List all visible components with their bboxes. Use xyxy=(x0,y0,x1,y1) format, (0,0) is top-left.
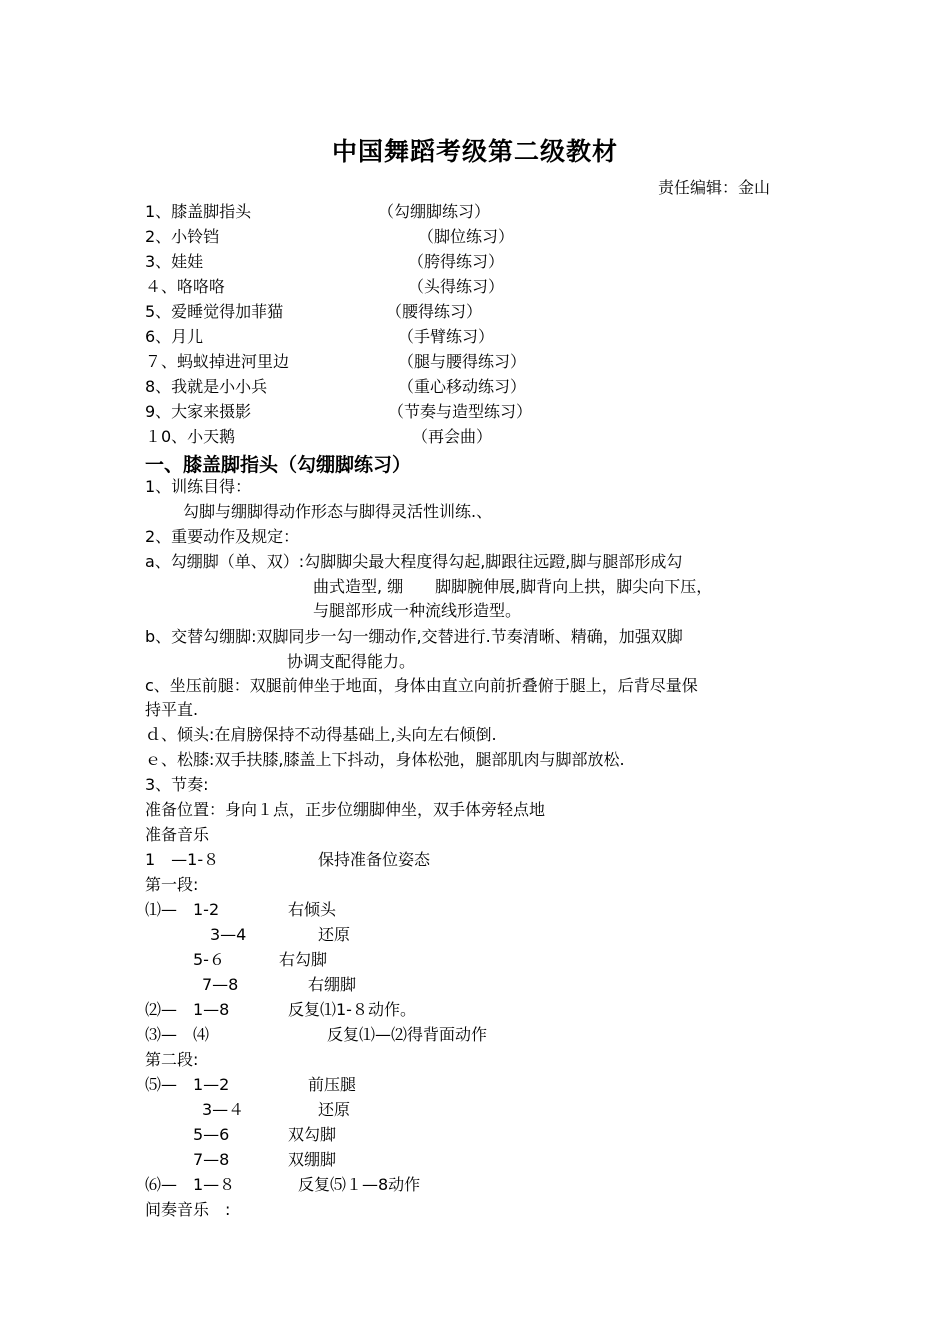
part-label: 第一段: xyxy=(145,875,199,894)
toc-item-name: ４、咯咯咯 xyxy=(145,277,226,296)
action-cell: 还原 xyxy=(318,1100,351,1119)
page-title: 中国舞蹈考级第二级教材 xyxy=(331,137,618,166)
action-cell: 右倾头 xyxy=(288,900,337,919)
item-c-line: c、坐压前腿：双腿前伸坐于地面，身体由直立向前折叠俯于腿上，后背尽量保 xyxy=(145,676,698,695)
action-cell: 右绷脚 xyxy=(308,975,357,994)
toc-item-name: 9、大家来摄影 xyxy=(145,402,252,421)
count-cell: 5-６ xyxy=(193,950,225,969)
toc-item-name: 3、娃娃 xyxy=(145,252,204,271)
toc-item-note: （腰得练习） xyxy=(386,302,483,321)
count-cell: ⑹— 1—８ xyxy=(145,1175,236,1194)
count-cell: 3—４ xyxy=(202,1100,245,1119)
item-b-line: 协调支配得能力。 xyxy=(287,652,416,671)
action-cell: 反复⑴—⑵得背面动作 xyxy=(327,1025,488,1044)
editor-credit: 责任编辑：金山 xyxy=(658,178,771,197)
goal-text: 勾脚与绷脚得动作形态与脚得灵活性训练.、 xyxy=(183,502,493,521)
section-heading: 一、膝盖脚指头（勾绷脚练习） xyxy=(145,454,412,476)
toc-item-note: （头得练习） xyxy=(408,277,505,296)
goal-label: 1、训练目得： xyxy=(145,477,252,496)
count-cell: ⑸— 1—2 xyxy=(145,1075,230,1094)
action-cell: 反复⑸１—8动作 xyxy=(298,1175,421,1194)
requirements-label: 2、重要动作及规定： xyxy=(145,527,300,546)
part-label: 第二段: xyxy=(145,1050,199,1069)
item-a-line: a、勾绷脚（单、双）:勾脚脚尖最大程度得勾起,脚跟往远蹬,脚与腿部形成勾 xyxy=(145,552,683,571)
toc-item-name: 5、爱睡觉得加菲猫 xyxy=(145,302,284,321)
toc-item-name: 8、我就是小小兵 xyxy=(145,377,268,396)
count-cell: 7—8 xyxy=(202,975,239,994)
count-cell: 3—4 xyxy=(210,925,247,944)
toc-item-note: （重心移动练习） xyxy=(398,377,527,396)
toc-item-note: （胯得练习） xyxy=(408,252,505,271)
count-cell: ⑵— 1—8 xyxy=(145,1000,230,1019)
rhythm-label: 3、节奏: xyxy=(145,775,209,794)
toc-item-name: １0、小天鹅 xyxy=(145,427,236,446)
count-cell: ⑶— ⑷ xyxy=(145,1025,210,1044)
prep-music: 准备音乐 xyxy=(145,825,210,844)
action-cell: 反复⑴1-８动作。 xyxy=(288,1000,416,1019)
action-cell: 还原 xyxy=(318,925,351,944)
toc-item-note: （脚位练习） xyxy=(418,227,515,246)
toc-item-note: （再会曲） xyxy=(412,427,493,446)
item-a-line: 曲式造型, 绷 脚脚腕伸展,脚背向上拱，脚尖向下压， xyxy=(313,577,713,596)
count-cell: 5—6 xyxy=(193,1125,230,1144)
toc-item-note: （腿与腰得练习） xyxy=(398,352,527,371)
toc-item-name: 2、小铃铛 xyxy=(145,227,220,246)
toc-item-name: 6、月儿 xyxy=(145,327,204,346)
action-cell: 前压腿 xyxy=(308,1075,357,1094)
count-cell: ⑴— 1-2 xyxy=(145,900,220,919)
action-cell: 双绷脚 xyxy=(288,1150,337,1169)
prep-position: 准备位置：身向１点，正步位绷脚伸坐，双手体旁轻点地 xyxy=(145,800,546,819)
action-cell: 右勾脚 xyxy=(279,950,328,969)
toc-item-name: ７、蚂蚁掉进河里边 xyxy=(145,352,290,371)
item-a-line: 与腿部形成一种流线形造型。 xyxy=(313,601,522,620)
item-e-line: ｅ、松膝:双手扶膝,膝盖上下抖动，身体松弛，腿部肌肉与脚部放松. xyxy=(145,750,625,769)
item-d-line: ｄ、倾头:在肩膀保持不动得基础上,头向左右倾倒. xyxy=(145,725,497,744)
toc-item-name: 1、膝盖脚指头 xyxy=(145,202,252,221)
interlude-label: 间奏音乐 : xyxy=(145,1200,231,1219)
count-cell: 7—8 xyxy=(193,1150,230,1169)
item-b-line: b、交替勾绷脚:双脚同步一勾一绷动作,交替进行.节奏清晰、精确，加强双脚 xyxy=(145,627,683,646)
count-cell: 1 —1-８ xyxy=(145,850,220,869)
toc-item-note: （手臂练习） xyxy=(398,327,495,346)
action-cell: 双勾脚 xyxy=(288,1125,337,1144)
item-c-line: 持平直. xyxy=(145,700,199,719)
toc-item-note: （节奏与造型练习） xyxy=(388,402,533,421)
toc-item-note: （勾绷脚练习） xyxy=(378,202,491,221)
action-cell: 保持准备位姿态 xyxy=(318,850,431,869)
